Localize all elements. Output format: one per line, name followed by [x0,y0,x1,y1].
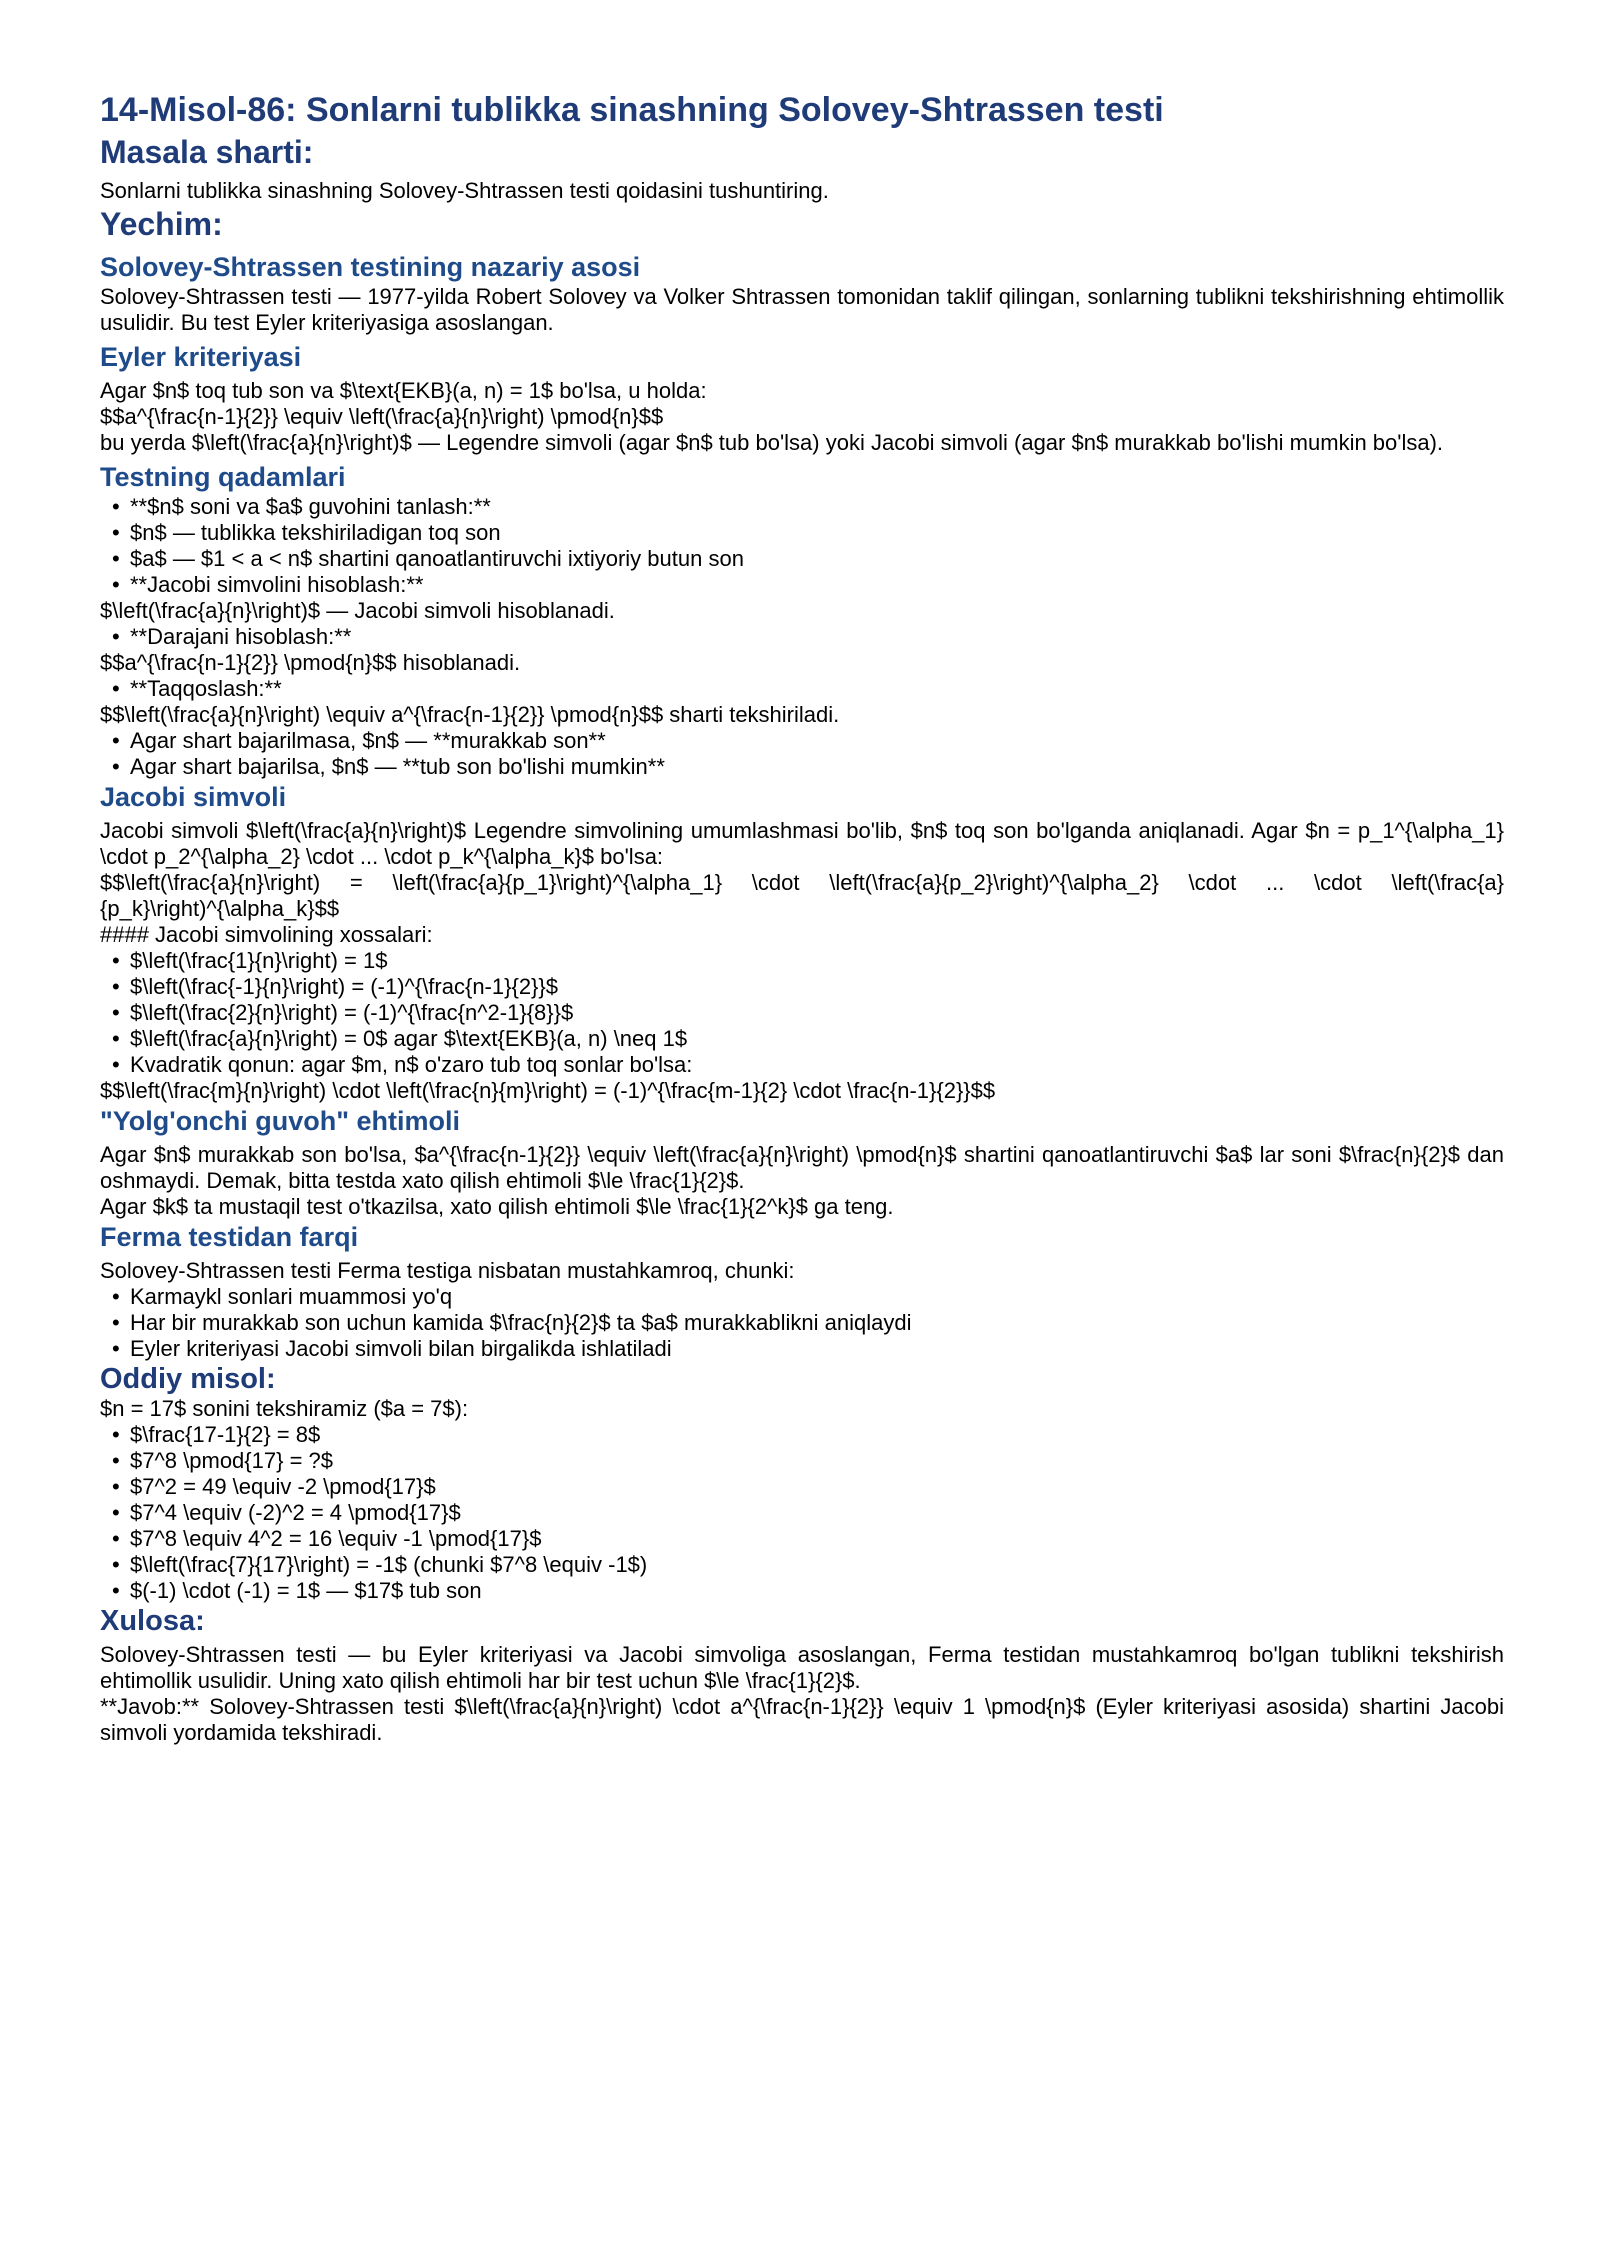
list-item: • $\left(\frac{2}{n}\right) = (-1)^{\frac{n^2-1}{8}}$ [110,1000,1504,1026]
list-item: • Eyler kriteriyasi Jacobi simvoli bilan birgalikda ishlatiladi [110,1336,1504,1362]
list-item: • Agar shart bajarilsa, $n$ — **tub son bo'lishi mumkin** [110,754,1504,780]
steps-heading: Testning qadamlari [100,462,346,492]
list-item: • Har bir murakkab son uchun kamida $\frac{n}{2}$ ta $a$ murakkablikni aniqlaydi [110,1310,1504,1336]
list-item: • $\left(\frac{1}{n}\right) = 1$ [110,948,1504,974]
list-item: • Kvadratik qonun: agar $m, n$ o'zaro tub toq sonlar bo'lsa: [110,1052,1504,1078]
list-item: • $(-1) \cdot (-1) = 1$ — $17$ tub son [110,1578,1504,1604]
liar-heading: "Yolg'onchi guvoh" ehtimoli [100,1106,461,1136]
list-item: • **Darajani hisoblash:** [110,624,1504,650]
steps-line-2: $$a^{\frac{n-1}{2}} \pmod{n}$$ hisoblanadi. [100,650,521,675]
jacobi-para-1: Jacobi simvoli $\left(\frac{a}{n}\right)$ Legendre simvolining umumlashmasi bo'lib, $n$ toq son bo'lganda aniqlanadi. Agar $n = p_1^{\alpha_1} \cdot p_2^{\alpha_2} \cdot ... \cdot p_k^{\alpha_k}$ bo'lsa: [100,818,1504,869]
list-item: • $7^8 \pmod{17} = ?$ [110,1448,1504,1474]
steps-list-3 [100,676,1504,702]
list-item: • $n$ — tublikka tekshiriladigan toq son [110,520,1504,546]
steps-list-2 [100,624,1504,650]
document-page [100,88,1504,1746]
steps-list-1 [100,494,1504,598]
condition-text: Sonlarni tublikka sinashning Solovey-Shtrassen testi qoidasini tushuntiring. [100,178,829,203]
solution-heading: Yechim: [100,206,223,242]
conclusion-heading: Xulosa: [100,1605,205,1637]
euler-heading: Eyler kriteriyasi [100,342,302,372]
conclusion-answer: **Javob:** Solovey-Shtrassen testi $\left(\frac{a}{n}\right) \cdot a^{\frac{n-1}{2}} \equiv 1 \pmod{n}$ (Eyler kriteriyasi asosida) shartini Jacobi simvoli yordamida tekshiradi. [100,1694,1504,1745]
list-item: • $a$ — $1 < a < n$ shartini qanoatlantiruvchi ixtiyoriy butun son [110,546,1504,572]
list-item: • $\left(\frac{7}{17}\right) = -1$ (chunki $7^8 \equiv -1$) [110,1552,1504,1578]
list-item: • Agar shart bajarilmasa, $n$ — **murakkab son** [110,728,1504,754]
list-item: • $\left(\frac{a}{n}\right) = 0$ agar $\text{EKB}(a, n) \neq 1$ [110,1026,1504,1052]
fermat-list [100,1284,1504,1362]
list-item: • $7^8 \equiv 4^2 = 16 \equiv -1 \pmod{17}$ [110,1526,1504,1552]
list-item: • **$n$ soni va $a$ guvohini tanlash:** [110,494,1504,520]
steps-line-3: $$\left(\frac{a}{n}\right) \equiv a^{\frac{n-1}{2}} \pmod{n}$$ sharti tekshiriladi. [100,702,840,727]
jacobi-properties-list [100,948,1504,1078]
fermat-heading: Ferma testidan farqi [100,1222,359,1252]
jacobi-heading: Jacobi simvoli [100,782,287,812]
list-item: • **Jacobi simvolini hisoblash:** [110,572,1504,598]
jacobi-para-2: $$\left(\frac{a}{n}\right) = \left(\frac{a}{p_1}\right)^{\alpha_1} \cdot \left(\frac{a}{p_2}\right)^{\alpha_2} \cdot ... \cdot \left(\frac{a}{p_k}\right)^{\alpha_k}$$ [100,870,1504,921]
steps-list-4 [100,728,1504,780]
jacobi-reciprocity-formula: $$\left(\frac{m}{n}\right) \cdot \left(\frac{n}{m}\right) = (-1)^{\frac{m-1}{2} \cdot \frac{n-1}{2}}$$ [100,1078,996,1103]
list-item: • Karmaykl sonlari muammosi yo'q [110,1284,1504,1310]
fermat-line-1: Solovey-Shtrassen testi Ferma testiga nisbatan mustahkamroq, chunki: [100,1258,795,1283]
condition-heading: Masala sharti: [100,134,314,170]
list-item: • $7^4 \equiv (-2)^2 = 4 \pmod{17}$ [110,1500,1504,1526]
list-item: • **Taqqoslash:** [110,676,1504,702]
theory-heading: Solovey-Shtrassen testining nazariy asosi [100,252,641,282]
liar-para-2: Agar $k$ ta mustaqil test o'tkazilsa, xato qilish ehtimoli $\le \frac{1}{2^k}$ ga teng. [100,1194,894,1219]
example-heading: Oddiy misol: [100,1363,276,1395]
list-item: • $\frac{17-1}{2} = 8$ [110,1422,1504,1448]
list-item: • $\left(\frac{-1}{n}\right) = (-1)^{\frac{n-1}{2}}$ [110,974,1504,1000]
list-item: • $7^2 = 49 \equiv -2 \pmod{17}$ [110,1474,1504,1500]
euler-line-1: Agar $n$ toq tub son va $\text{EKB}(a, n) = 1$ bo'lsa, u holda: [100,378,707,403]
euler-formula: $$a^{\frac{n-1}{2}} \equiv \left(\frac{a}{n}\right) \pmod{n}$$ [100,404,664,429]
example-list [100,1422,1504,1604]
steps-line-1: $\left(\frac{a}{n}\right)$ — Jacobi simvoli hisoblanadi. [100,598,615,623]
jacobi-properties-heading: #### Jacobi simvolining xossalari: [100,922,433,947]
document-title: 14-Misol-86: Sonlarni tublikka sinashning Solovey-Shtrassen testi [100,91,1164,129]
theory-text: Solovey-Shtrassen testi — 1977-yilda Robert Solovey va Volker Shtrassen tomonidan taklif qilingan, sonlarning tublikni tekshirishning ehtimollik usulidir. Bu test Eyler kriteriyasiga asoslangan. [100,284,1504,335]
example-line-1: $n = 17$ sonini tekshiramiz ($a = 7$): [100,1396,469,1421]
euler-line-3: bu yerda $\left(\frac{a}{n}\right)$ — Legendre simvoli (agar $n$ tub bo'lsa) yoki Jacobi simvoli (agar $n$ murakkab bo'lishi mumkin bo'lsa). [100,430,1444,455]
conclusion-para-1: Solovey-Shtrassen testi — bu Eyler kriteriyasi va Jacobi simvoliga asoslangan, Ferma testidan mustahkamroq bo'lgan tublikni tekshirish ehtimollik usulidir. Uning xato qilish ehtimoli har bir test uchun $\le \frac{1}{2}$. [100,1642,1504,1693]
liar-para-1: Agar $n$ murakkab son bo'lsa, $a^{\frac{n-1}{2}} \equiv \left(\frac{a}{n}\right) \pmod{n}$ shartini qanoatlantiruvchi $a$ lar soni $\frac{n}{2}$ dan oshmaydi. Demak, bitta testda xato qilish ehtimoli $\le \frac{1}{2}$. [100,1142,1504,1193]
